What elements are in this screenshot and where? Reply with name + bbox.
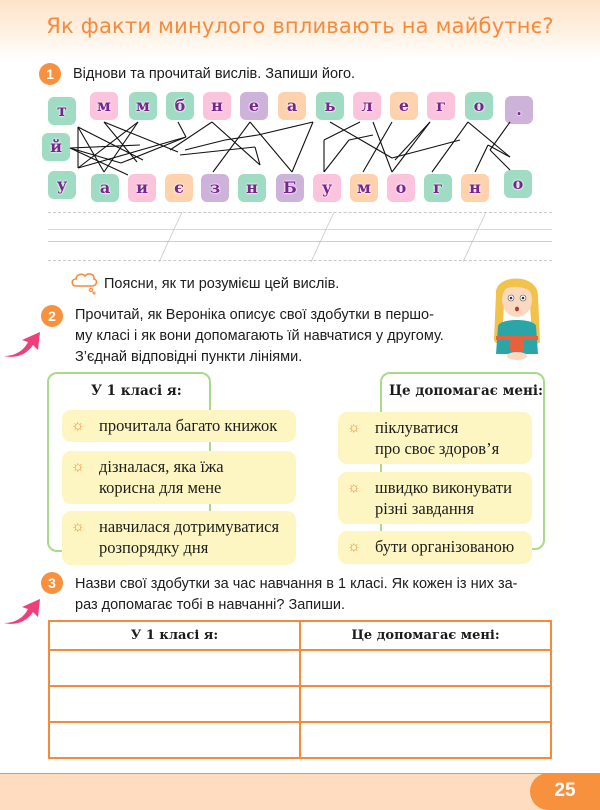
puzzle-connector-line	[349, 135, 373, 140]
slant-line	[463, 212, 486, 262]
task-2-instruction-line-1: Прочитай, як Вероніка описує свої здобутки в першо-	[75, 307, 434, 323]
left-item-3[interactable]	[62, 511, 296, 565]
letter-tile-top: н	[203, 92, 231, 120]
page-title: Як факти минулого впливають на майбутнє?	[46, 14, 554, 38]
letter-tile-top: е	[240, 92, 268, 120]
puzzle-connector-line	[78, 127, 104, 172]
letter-tile-bottom: а	[91, 174, 119, 202]
letter-tile-bottom: у	[48, 171, 76, 199]
answer-cell[interactable]	[300, 686, 551, 722]
letter-tile-bottom: г	[424, 174, 452, 202]
right-item-2-text	[375, 477, 512, 519]
writing-line-mid	[48, 229, 552, 230]
task-3-instruction-line-2: раз допомагає тобі в навчанні? Запиши.	[75, 597, 346, 613]
letter-tile-bottom: з	[201, 174, 229, 202]
table-header-left: У 1 класі я:	[49, 621, 300, 650]
sun-icon: ☼	[71, 417, 85, 434]
puzzle-connector-line	[475, 145, 488, 172]
puzzle-connector-line	[178, 122, 186, 137]
task-3-instruction-line-1: Назви свої здобутки за час навчання в 1 класі. Як кожен із них за-	[75, 576, 518, 592]
table-row	[49, 686, 551, 722]
left-item-2-text	[99, 456, 224, 498]
answer-cell[interactable]	[49, 722, 300, 758]
task-3-number-badge: 3	[41, 572, 63, 594]
task-2-number-badge: 2	[41, 305, 63, 327]
footer-band	[0, 773, 600, 810]
task-1-instruction: Віднови та прочитай вислів. Запиши його.	[73, 66, 356, 82]
puzzle-connector-line	[185, 140, 225, 150]
letter-tile-top: ь	[316, 92, 344, 120]
puzzle-connector-line	[395, 122, 430, 160]
letter-tile-bottom: н	[238, 174, 266, 202]
letter-tile-bottom: Б	[276, 174, 304, 202]
letter-tile-bottom: у	[313, 174, 341, 202]
pink-arrow-icon	[2, 330, 44, 360]
answer-cell[interactable]	[300, 722, 551, 758]
puzzle-connector-line	[324, 122, 360, 140]
slant-line	[311, 212, 334, 262]
puzzle-connector-line	[104, 122, 138, 172]
writing-line-bottom	[48, 260, 552, 261]
letter-tile-top: м	[90, 92, 118, 120]
letter-tile-top: .	[505, 96, 533, 124]
letter-tile-top: о	[465, 92, 493, 120]
puzzle-connector-line	[363, 122, 392, 172]
left-item-3-line-2: розпорядку дня	[99, 538, 209, 557]
right-item-3-text: бути організованою	[375, 537, 515, 556]
puzzle-connector-line	[78, 137, 186, 168]
answer-cell[interactable]	[300, 650, 551, 686]
task-2-instruction-line-2: му класі і як вони допомагають їй навчатися у другому.	[75, 328, 444, 344]
left-item-3-text	[99, 516, 279, 558]
answer-cell[interactable]	[49, 686, 300, 722]
right-item-2[interactable]	[338, 472, 532, 524]
puzzle-connector-line	[121, 137, 186, 163]
right-item-1-line-1: піклуватися	[375, 418, 459, 437]
puzzle-connector-line	[373, 122, 392, 172]
puzzle-connector-line	[180, 147, 255, 155]
right-item-2-line-2: різні завдання	[375, 499, 475, 518]
girl-veronika-illustration	[486, 272, 548, 368]
puzzle-connector-line	[468, 122, 510, 157]
thought-cloud-icon	[70, 271, 98, 295]
puzzle-connector-line	[212, 122, 260, 165]
puzzle-connector-line	[104, 122, 137, 162]
left-item-3-line-1: навчилася дотримуватися	[99, 517, 280, 536]
task-1-number-badge: 1	[39, 63, 61, 85]
puzzle-connector-line	[292, 122, 313, 172]
right-item-1[interactable]	[338, 412, 532, 464]
letter-tile-top: м	[129, 92, 157, 120]
letter-tile-top: г	[427, 92, 455, 120]
slant-line	[159, 212, 182, 262]
puzzle-connector-line	[70, 145, 140, 148]
right-item-1-line-2: про своє здоров’я	[375, 439, 500, 458]
table-header-right: Це допомагає мені:	[300, 621, 551, 650]
pink-arrow-icon	[2, 597, 44, 627]
left-item-2[interactable]	[62, 451, 296, 504]
left-column-header: У 1 класі я:	[91, 383, 182, 399]
puzzle-connector-line	[490, 150, 510, 170]
table-header-row	[49, 621, 551, 650]
sun-icon: ☼	[71, 458, 85, 475]
left-item-1-text: прочитала багато книжок	[99, 416, 278, 435]
letter-tile-top: л	[353, 92, 381, 120]
letter-tile-bottom: є	[165, 174, 193, 202]
letter-tile-top: е	[390, 92, 418, 120]
right-item-2-line-1: швидко виконувати	[375, 478, 512, 497]
letter-tile-bottom: н	[461, 174, 489, 202]
letter-tile-middle: й	[42, 133, 70, 161]
explain-prompt: Поясни, як ти розумієш цей вислів.	[104, 276, 340, 292]
answer-cell[interactable]	[49, 650, 300, 686]
puzzle-connector-line	[330, 122, 392, 158]
letter-tile-bottom: о	[504, 170, 532, 198]
writing-line-base[interactable]	[48, 241, 552, 242]
sun-icon: ☼	[347, 419, 361, 436]
left-item-1[interactable]	[62, 410, 296, 442]
puzzle-connector-line	[225, 135, 258, 140]
sun-icon: ☼	[347, 538, 361, 555]
letter-tile-top: т	[48, 97, 76, 125]
puzzle-connector-line	[255, 147, 260, 165]
letter-tile-top: б	[166, 92, 194, 120]
letter-tile-bottom: м	[350, 174, 378, 202]
left-item-2-line-2: корисна для мене	[99, 478, 222, 497]
writing-line-top	[48, 212, 552, 213]
puzzle-connector-line	[488, 145, 510, 157]
right-column-header: Це допомагає мені:	[389, 383, 543, 399]
puzzle-connector-line	[432, 122, 468, 172]
letter-tile-bottom: о	[387, 174, 415, 202]
puzzle-connector-line	[258, 122, 313, 135]
puzzle-connector-line	[324, 140, 349, 172]
page-number: 25	[530, 773, 600, 810]
right-item-1-text	[375, 417, 499, 459]
puzzle-connector-line	[78, 127, 143, 160]
answer-table	[48, 620, 552, 759]
puzzle-connector-line	[490, 122, 510, 150]
sun-icon: ☼	[347, 479, 361, 496]
table-row	[49, 650, 551, 686]
puzzle-connector-line	[78, 122, 138, 168]
puzzle-connector-line	[70, 148, 121, 163]
right-item-3[interactable]	[338, 531, 532, 564]
letter-tile-top: а	[278, 92, 306, 120]
puzzle-connector-line	[104, 122, 178, 152]
table-row	[49, 722, 551, 758]
puzzle-connector-line	[170, 122, 212, 150]
puzzle-connector-line	[213, 122, 250, 172]
task-2-instruction-line-3: З’єднай відповідні пункти лініями.	[75, 349, 303, 365]
puzzle-connector-line	[392, 122, 430, 172]
letter-tile-bottom: и	[128, 174, 156, 202]
left-item-2-line-1: дізналася, яка їжа	[99, 457, 224, 476]
puzzle-connector-line	[392, 140, 460, 158]
puzzle-connector-line	[250, 122, 292, 172]
sun-icon: ☼	[71, 518, 85, 535]
puzzle-connector-line	[70, 148, 128, 175]
